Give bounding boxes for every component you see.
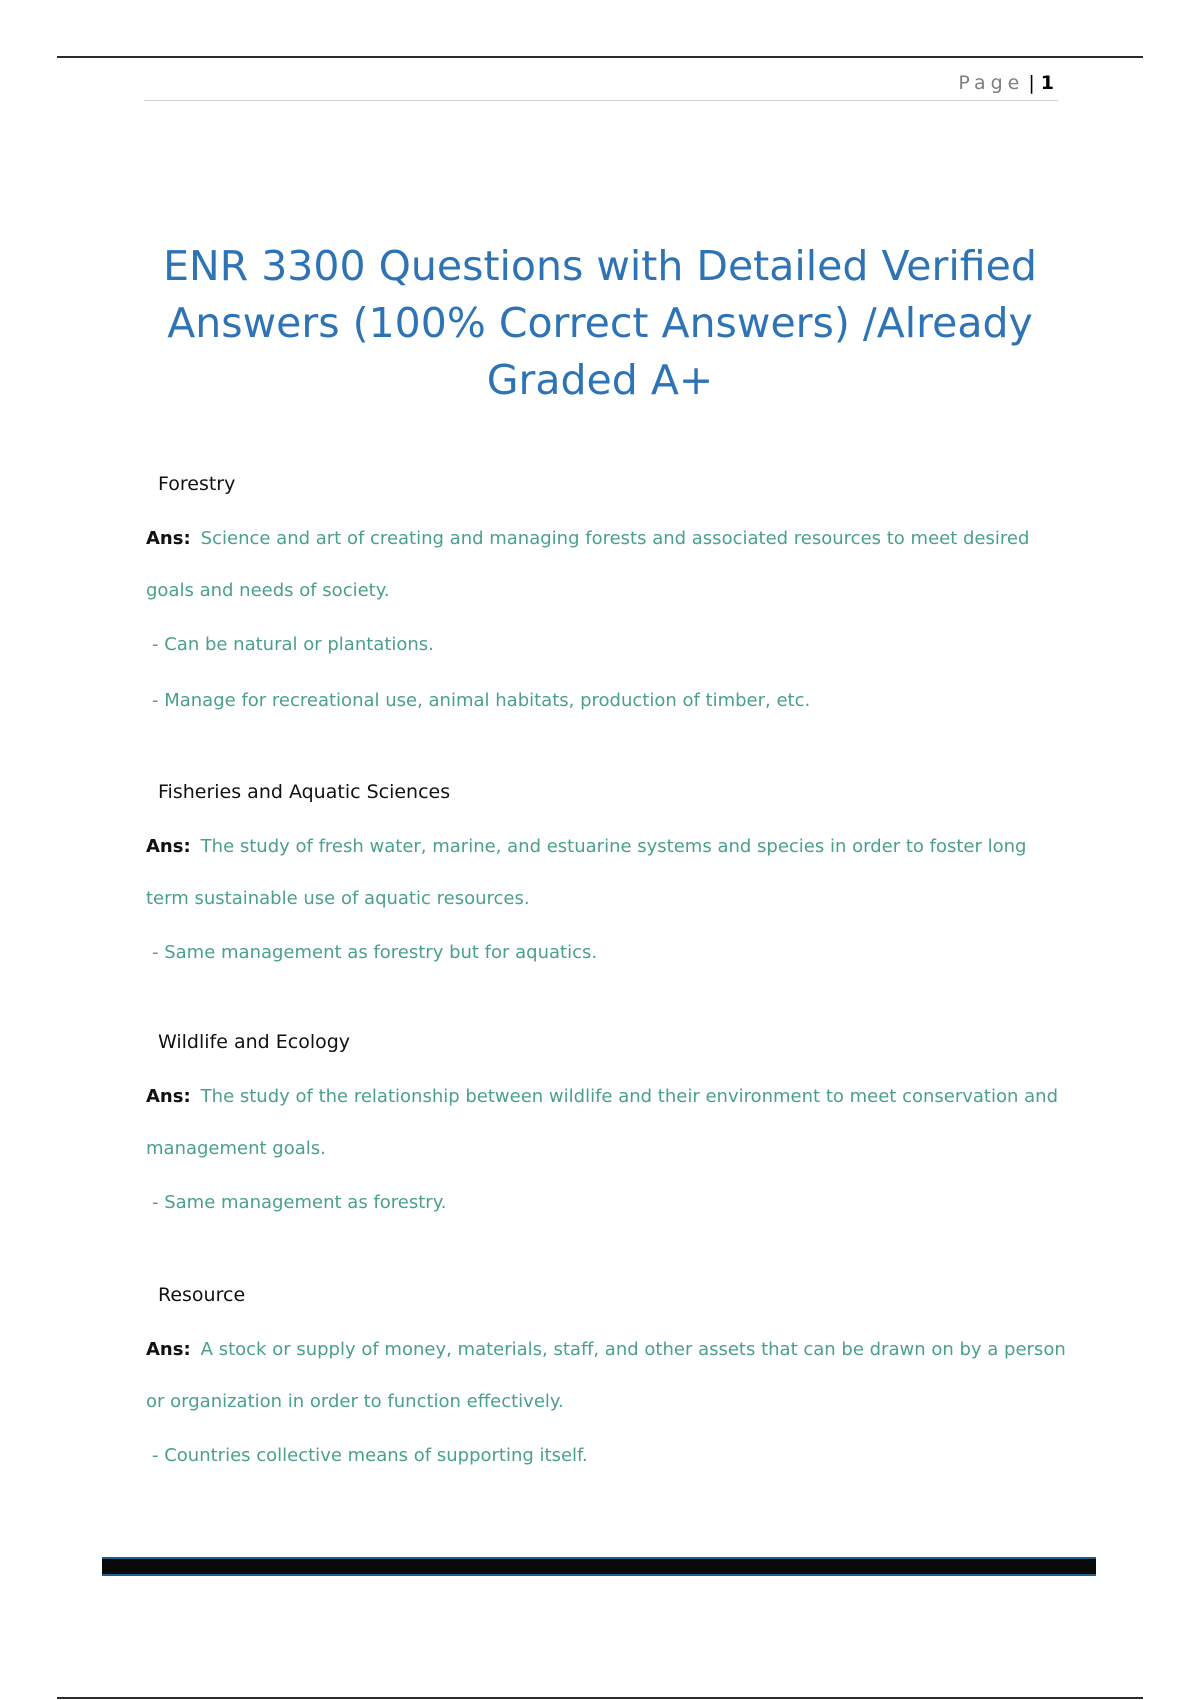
answer-note: - Same management as forestry but for aquatics. <box>152 942 598 963</box>
answer-block <box>146 1071 1066 1175</box>
answer-block <box>146 1324 1066 1428</box>
answer-block <box>146 513 1066 617</box>
qa-entry-forestry <box>146 469 1066 729</box>
answer-label: Ans: <box>146 1086 191 1107</box>
answer-note: - Same management as forestry. <box>152 1192 447 1213</box>
document-title: ENR 3300 Questions with Detailed Verified Answers (100% Correct Answers) /Already Graded A+ <box>163 242 1037 404</box>
question-term: Resource <box>158 1284 246 1306</box>
qa-entry-wildlife <box>146 1027 1066 1231</box>
answer-note: - Can be natural or plantations. <box>152 634 434 655</box>
answer-label: Ans: <box>146 1339 191 1360</box>
answer-label: Ans: <box>146 836 191 857</box>
page-header <box>144 68 1058 101</box>
page-number: 1 <box>1040 72 1054 94</box>
answer-note: - Countries collective means of supporting itself. <box>152 1445 588 1466</box>
footer-bar <box>102 1557 1096 1576</box>
question-term: Forestry <box>158 473 236 495</box>
answer-text: Science and art of creating and managing forests and associated resources to meet desired goals and needs of society. <box>146 528 1030 601</box>
qa-entry-fisheries <box>146 777 1066 981</box>
answer-note: - Manage for recreational use, animal habitats, production of timber, etc. <box>152 690 811 711</box>
page-number-label <box>958 72 1054 94</box>
page-separator: | <box>1028 72 1035 94</box>
qa-entry-resource <box>146 1280 1066 1484</box>
top-rule <box>57 56 1143 58</box>
answer-text: The study of the relationship between wildlife and their environment to meet conservation and management goals. <box>146 1086 1058 1159</box>
page-word: Page <box>958 72 1025 94</box>
question-term: Fisheries and Aquatic Sciences <box>158 781 451 803</box>
answer-text: The study of fresh water, marine, and estuarine systems and species in order to foster long term sustainable use of aquatic resources. <box>146 836 1027 909</box>
answer-label: Ans: <box>146 528 191 549</box>
answer-text: A stock or supply of money, materials, staff, and other assets that can be drawn on by a person or organization in order to function effectively. <box>146 1339 1066 1412</box>
answer-block <box>146 821 1066 925</box>
question-term: Wildlife and Ecology <box>158 1031 351 1053</box>
bottom-rule <box>57 1697 1143 1699</box>
